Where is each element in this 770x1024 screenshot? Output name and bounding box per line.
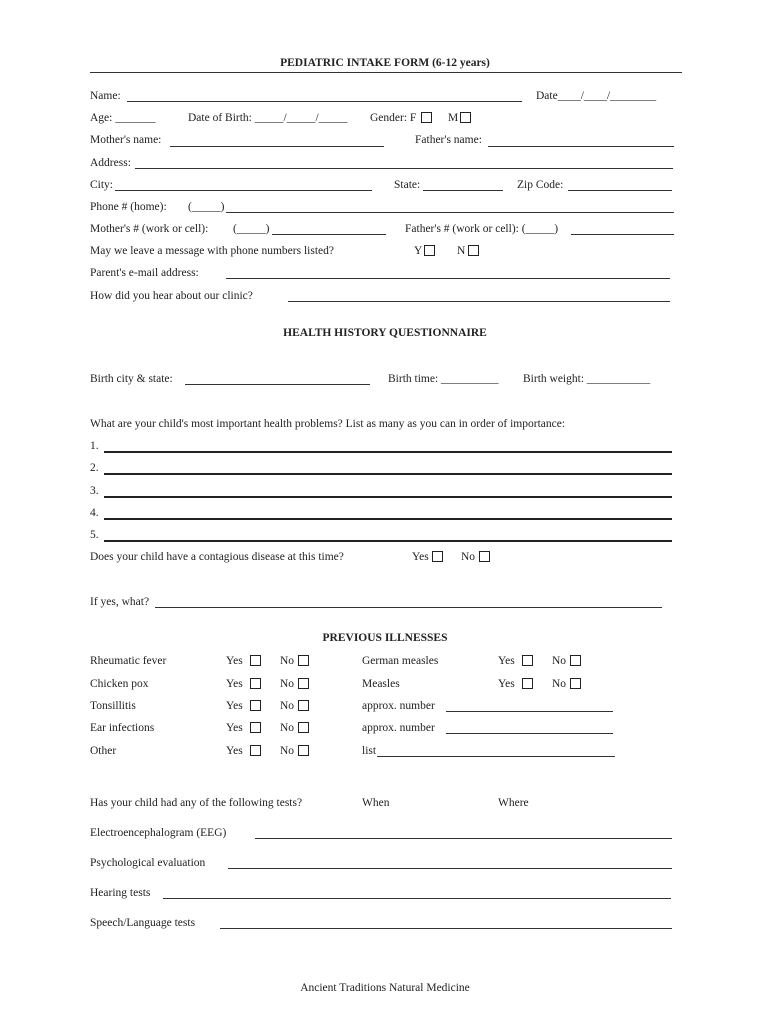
gender-female-checkbox[interactable]	[421, 112, 432, 123]
problem-number-4: 4.	[90, 507, 99, 519]
if-yes-label: If yes, what?	[90, 596, 150, 608]
test-hearing-label: Hearing tests	[90, 887, 151, 899]
illness-ear-infections: Ear infections	[90, 722, 155, 734]
health-history-heading: HEALTH HISTORY QUESTIONNAIRE	[283, 327, 487, 339]
health-problems-question: What are your child's most important health problems? List as many as you can in order of importance:	[90, 418, 566, 430]
tonsillitis-no-checkbox[interactable]	[298, 700, 309, 711]
tonsillitis-count-label: approx. number	[362, 700, 435, 712]
father-phone-label: Father's # (work or cell): (_____)	[405, 223, 559, 235]
date-field[interactable]: Date____/____/________	[536, 90, 657, 102]
ear-infections-yes-checkbox[interactable]	[250, 722, 261, 733]
test-psych-eval-field[interactable]	[228, 868, 672, 869]
illness-no-label: No	[280, 745, 295, 757]
leave-message-no-checkbox[interactable]	[468, 245, 479, 256]
test-speech-label: Speech/Language tests	[90, 917, 196, 929]
gender-male-label: M	[448, 112, 459, 124]
ear-infections-count-label: approx. number	[362, 722, 435, 734]
illness-tonsillitis: Tonsillitis	[90, 700, 136, 712]
birth-weight-field[interactable]: Birth weight: ___________	[523, 373, 651, 385]
illness-other: Other	[90, 745, 117, 757]
problem-field-1[interactable]	[104, 451, 672, 453]
illness-german-measles: German measles	[362, 655, 439, 667]
mother-name-label: Mother's name:	[90, 134, 162, 146]
other-list-label: list	[362, 745, 377, 757]
tonsillitis-yes-checkbox[interactable]	[250, 700, 261, 711]
illness-yes-label: Yes	[226, 700, 243, 712]
problem-field-2[interactable]	[104, 473, 672, 475]
illness-no-label: No	[280, 700, 295, 712]
phone-home-field[interactable]	[226, 212, 674, 213]
rheumatic-fever-yes-checkbox[interactable]	[250, 655, 261, 666]
phone-home-label: Phone # (home):	[90, 201, 167, 213]
dob-field[interactable]: Date of Birth: _____/_____/_____	[188, 112, 348, 124]
illness-no-label: No	[552, 655, 567, 667]
mother-name-field[interactable]	[170, 146, 384, 147]
if-yes-field[interactable]	[155, 607, 662, 608]
rheumatic-fever-no-checkbox[interactable]	[298, 655, 309, 666]
problem-field-4[interactable]	[104, 518, 672, 520]
tests-where-header: Where	[498, 797, 529, 809]
leave-message-yes-checkbox[interactable]	[424, 245, 435, 256]
contagious-yes-checkbox[interactable]	[432, 551, 443, 562]
phone-home-area-code[interactable]: (_____)	[188, 201, 225, 213]
tests-when-header: When	[362, 797, 390, 809]
problem-number-5: 5.	[90, 529, 99, 541]
zip-label: Zip Code:	[517, 179, 564, 191]
test-speech-field[interactable]	[220, 928, 672, 929]
mother-phone-field[interactable]	[272, 234, 386, 235]
problem-number-3: 3.	[90, 485, 99, 497]
city-field[interactable]	[115, 190, 372, 191]
name-field[interactable]	[127, 101, 522, 102]
state-field[interactable]	[423, 190, 503, 191]
test-hearing-field[interactable]	[163, 898, 671, 899]
email-label: Parent's e-mail address:	[90, 267, 199, 279]
father-name-label: Father's name:	[415, 134, 482, 146]
mother-phone-area-code[interactable]: (_____)	[233, 223, 270, 235]
contagious-no-label: No	[461, 551, 476, 563]
gender-male-checkbox[interactable]	[460, 112, 471, 123]
illness-no-label: No	[552, 678, 567, 690]
tests-question: Has your child had any of the following tests?	[90, 797, 303, 809]
problem-field-3[interactable]	[104, 496, 672, 498]
measles-yes-checkbox[interactable]	[522, 678, 533, 689]
birth-time-field[interactable]: Birth time: __________	[388, 373, 499, 385]
illness-yes-label: Yes	[498, 678, 515, 690]
test-eeg-label: Electroencephalogram (EEG)	[90, 827, 227, 839]
illness-no-label: No	[280, 722, 295, 734]
tonsillitis-count-field[interactable]	[446, 711, 613, 712]
problem-field-5[interactable]	[104, 540, 672, 542]
zip-field[interactable]	[568, 190, 672, 191]
form-title: PEDIATRIC INTAKE FORM (6-12 years)	[280, 57, 490, 69]
illness-yes-label: Yes	[226, 745, 243, 757]
illness-rheumatic-fever: Rheumatic fever	[90, 655, 167, 667]
leave-message-question: May we leave a message with phone numbers listed?	[90, 245, 334, 257]
ear-infections-no-checkbox[interactable]	[298, 722, 309, 733]
illness-yes-label: Yes	[226, 678, 243, 690]
illness-yes-label: Yes	[498, 655, 515, 667]
german-measles-no-checkbox[interactable]	[570, 655, 581, 666]
other-list-field[interactable]	[377, 756, 615, 757]
other-yes-checkbox[interactable]	[250, 745, 261, 756]
illness-chicken-pox: Chicken pox	[90, 678, 149, 690]
illness-no-label: No	[280, 655, 295, 667]
german-measles-yes-checkbox[interactable]	[522, 655, 533, 666]
hear-about-label: How did you hear about our clinic?	[90, 290, 253, 302]
address-field[interactable]	[135, 168, 673, 169]
test-psych-eval-label: Psychological evaluation	[90, 857, 206, 869]
father-phone-field[interactable]	[571, 234, 674, 235]
previous-illnesses-heading: PREVIOUS ILLNESSES	[322, 632, 448, 644]
email-field[interactable]	[226, 278, 670, 279]
birth-city-label: Birth city & state:	[90, 373, 173, 385]
illness-no-label: No	[280, 678, 295, 690]
other-no-checkbox[interactable]	[298, 745, 309, 756]
city-label: City:	[90, 179, 114, 191]
ear-infections-count-field[interactable]	[446, 733, 613, 734]
test-eeg-field[interactable]	[255, 838, 672, 839]
chicken-pox-yes-checkbox[interactable]	[250, 678, 261, 689]
illness-yes-label: Yes	[226, 655, 243, 667]
illness-measles: Measles	[362, 678, 400, 690]
illness-yes-label: Yes	[226, 722, 243, 734]
problem-number-1: 1.	[90, 440, 99, 452]
hear-about-field[interactable]	[288, 301, 670, 302]
birth-city-field[interactable]	[185, 384, 370, 385]
measles-no-checkbox[interactable]	[570, 678, 581, 689]
footer-text: Ancient Traditions Natural Medicine	[300, 982, 470, 994]
father-name-field[interactable]	[488, 146, 674, 147]
name-label: Name:	[90, 90, 121, 102]
leave-message-yes-label: Y	[414, 245, 423, 257]
age-field[interactable]: Age: _______	[90, 112, 156, 124]
gender-female-label: Gender: F	[370, 112, 417, 124]
contagious-no-checkbox[interactable]	[479, 551, 490, 562]
address-label: Address:	[90, 157, 131, 169]
title-divider	[90, 72, 682, 73]
leave-message-no-label: N	[457, 245, 466, 257]
mother-phone-label: Mother's # (work or cell):	[90, 223, 209, 235]
contagious-yes-label: Yes	[412, 551, 429, 563]
problem-number-2: 2.	[90, 462, 99, 474]
chicken-pox-no-checkbox[interactable]	[298, 678, 309, 689]
contagious-question: Does your child have a contagious disease at this time?	[90, 551, 344, 563]
state-label: State:	[394, 179, 421, 191]
